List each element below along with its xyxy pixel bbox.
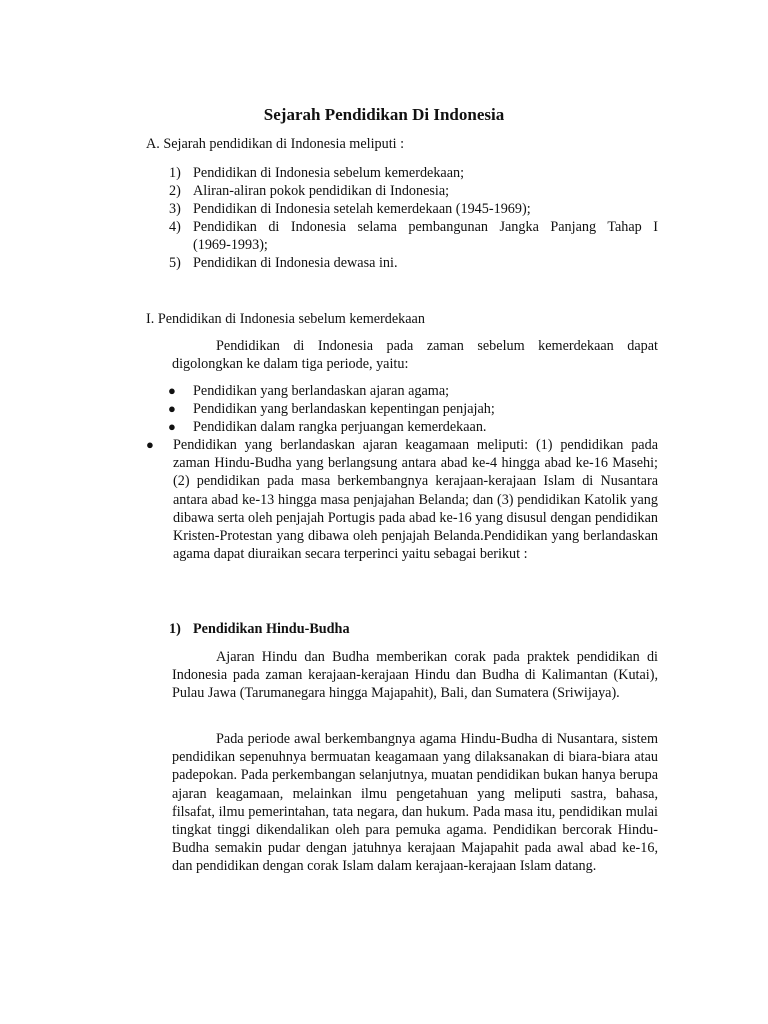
bullet-icon: ● xyxy=(168,383,176,398)
list-item: Aliran-aliran pokok pendidikan di Indonesia; xyxy=(193,183,450,199)
bullet-icon: ● xyxy=(146,437,154,452)
section-a-heading: A. Sejarah pendidikan di Indonesia meliputi : xyxy=(146,136,405,152)
bullet-item: Pendidikan yang berlandaskan kepentingan penjajah; xyxy=(193,401,495,417)
section-i-heading: I. Pendidikan di Indonesia sebelum kemerdekaan xyxy=(146,311,425,327)
list-item: Pendidikan di Indonesia selama pembangunan Jangka Panjang Tahap I xyxy=(193,219,658,235)
section-i-detail: Pendidikan yang berlandaskan ajaran keagamaan meliputi: (1) pendidikan pada zaman Hindu-Budha yang berlangsung antara abad ke-4 hingga abad ke-16 Masehi; (2) pendidikan pada masa berkembangnya kerajaan-kerajaan Islam di Nusantara antara abad ke-13 hingga masa penjajahan Belanda; dan (3) pendidikan Katolik yang dibawa serta oleh penjajah Portugis pada abad ke-16 yang disusul dengan pendidikan Kristen-Protestan yang dibawa oleh penjajah Belanda.Pendidikan yang berlandaskan agama dapat diuraikan secara terperinci yaitu sebagai berikut : xyxy=(173,437,658,563)
list-item: Pendidikan di Indonesia setelah kemerdekaan (1945-1969); xyxy=(193,201,531,217)
list-item-continuation: (1969-1993); xyxy=(193,237,268,253)
list-item: Pendidikan di Indonesia dewasa ini. xyxy=(193,255,398,271)
section-i-intro-text: Pendidikan di Indonesia pada zaman sebelum kemerdekaan dapat digolongkan ke dalam tiga periode, yaitu: xyxy=(172,338,658,373)
page-title: Sejarah Pendidikan Di Indonesia xyxy=(263,105,505,124)
subsection-heading: Pendidikan Hindu-Budha xyxy=(193,621,350,637)
subsection-paragraph xyxy=(172,648,658,703)
bullet-item: Pendidikan yang berlandaskan ajaran agama; xyxy=(193,383,450,399)
list-item: Pendidikan di Indonesia sebelum kemerdekaan; xyxy=(193,165,465,181)
list-item-number: 5) xyxy=(169,255,181,271)
list-item-number: 1) xyxy=(169,165,181,181)
section-i-intro xyxy=(172,337,658,373)
subsection-paragraph-text: Pada periode awal berkembangnya agama Hindu-Budha di Nusantara, sistem pendidikan sepenuhnya bermuatan keagamaan yang dilaksanakan di biara-biara atau padepokan. Pada perkembangan selanjutnya, muatan pendidikan bukan hanya berupa ajaran keagamaan, melainkan ilmu pengetahuan yang meliputi sastra, bahasa, filsafat, ilmu pemerintahan, tata negara, dan hukum. Pada masa itu, pendidikan mulai tingkat tinggi dikendalikan oleh para pemuka agama. Pendidikan bercorak Hindu-Budha semakin pudar dengan jatuhnya kerajaan Majapahit pada awal abad ke-16, dan pendidikan dengan corak Islam dalam kerajaan-kerajaan Islam datang. xyxy=(172,731,658,875)
list-item-number: 2) xyxy=(169,183,181,199)
list-item-number: 4) xyxy=(169,219,181,235)
subsection-number: 1) xyxy=(169,621,181,637)
list-item-number: 3) xyxy=(169,201,181,217)
bullet-icon: ● xyxy=(168,401,176,416)
subsection-paragraph-text: Ajaran Hindu dan Budha memberikan corak pada praktek pendidikan di Indonesia pada zaman kerajaan-kerajaan Hindu dan Budha di Kalimantan (Kutai), Pulau Jawa (Tarumanegara hingga Majapahit), Bali, dan Sumatera (Sriwijaya). xyxy=(172,649,658,702)
bullet-item: Pendidikan dalam rangka perjuangan kemerdekaan. xyxy=(193,419,487,435)
bullet-icon: ● xyxy=(168,419,176,434)
subsection-paragraph xyxy=(172,730,658,876)
